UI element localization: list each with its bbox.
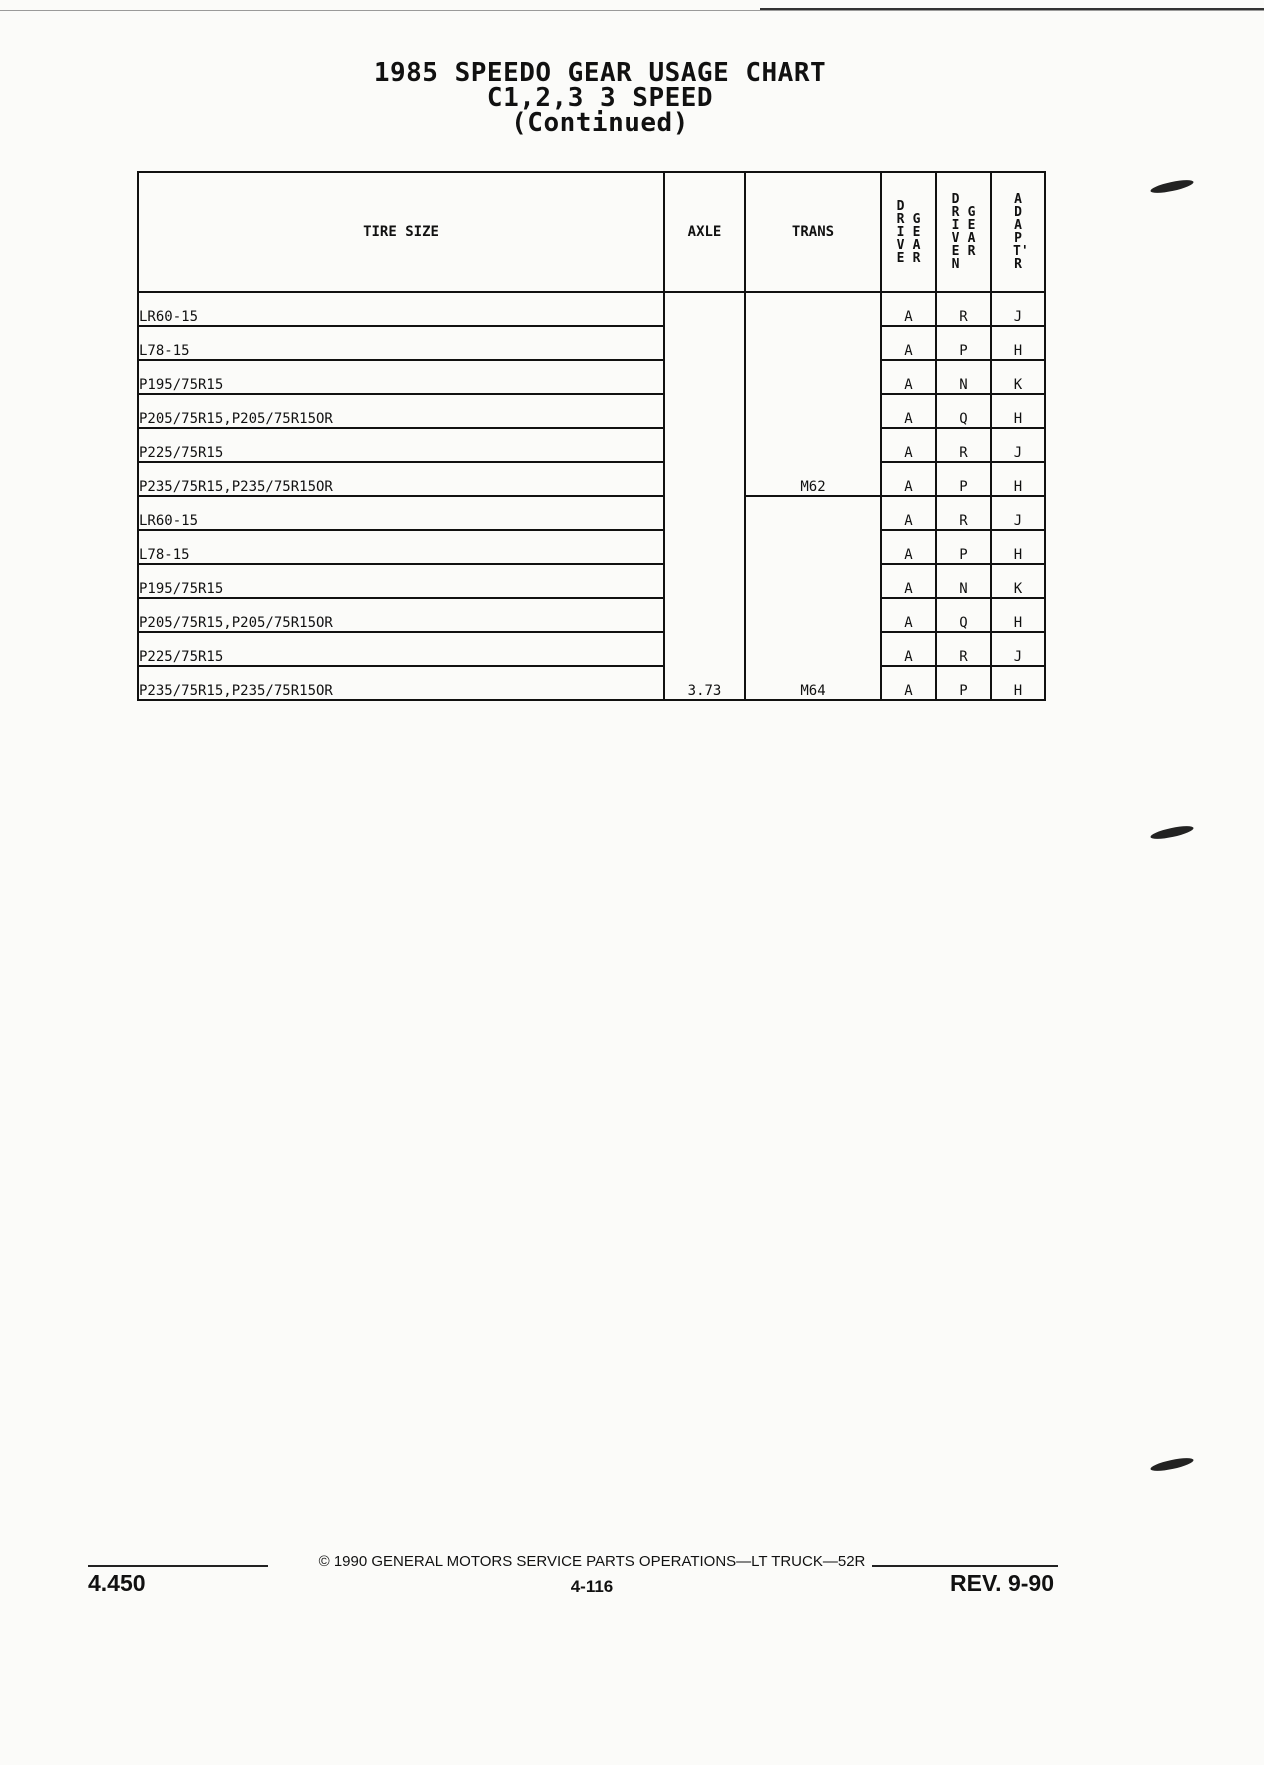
adapter-cell: K — [991, 564, 1045, 598]
header-letter: E — [912, 224, 921, 240]
driver-gear-cell: A — [881, 326, 936, 360]
header-letter: T' — [1013, 244, 1029, 259]
adapter-cell: J — [991, 428, 1045, 462]
driven-gear-cell: N — [936, 360, 991, 394]
adapter-cell: H — [991, 326, 1045, 360]
table-row — [138, 530, 1045, 564]
table-row — [138, 360, 1045, 394]
axle-cell: 3.73 — [664, 292, 745, 700]
header-adapter — [991, 172, 1045, 292]
driver-gear-cell: A — [881, 428, 936, 462]
tire-size-cell: LR60-15 — [138, 496, 664, 530]
top-rule — [0, 10, 1264, 11]
header-driver-gear — [881, 172, 936, 292]
page-number: 4-116 — [570, 1577, 614, 1596]
adapter-cell: H — [991, 598, 1045, 632]
header-gear-word — [967, 193, 977, 271]
header-letter: A — [967, 231, 976, 246]
tire-size-cell: L78-15 — [138, 530, 664, 564]
trans-cell: M64 — [745, 496, 881, 700]
tire-size-cell: P195/75R15 — [138, 360, 664, 394]
driver-gear-cell: A — [881, 564, 936, 598]
header-letter: R — [967, 244, 976, 259]
chart-title: 1985 SPEEDO GEAR USAGE CHART — [373, 58, 827, 88]
driver-gear-cell: A — [881, 598, 936, 632]
binder-hole-mark — [1150, 1456, 1195, 1474]
tire-size-cell: P225/75R15 — [138, 632, 664, 666]
table-row — [138, 598, 1045, 632]
driven-gear-cell: Q — [936, 394, 991, 428]
trans-cell: M62 — [745, 292, 881, 496]
tire-size-cell: P235/75R15,P235/75R15OR — [138, 462, 664, 496]
adapter-cell: H — [991, 666, 1045, 700]
header-trans: TRANS — [745, 172, 881, 292]
driver-gear-cell: A — [881, 394, 936, 428]
driver-gear-cell: A — [881, 292, 936, 326]
header-axle: AXLE — [664, 172, 745, 292]
header-letter: D — [1014, 205, 1022, 220]
adapter-cell: J — [991, 496, 1045, 530]
driven-gear-cell: P — [936, 530, 991, 564]
header-letter: A — [1014, 192, 1022, 207]
table-row — [138, 462, 1045, 496]
header-letter: A — [1014, 218, 1022, 233]
driven-gear-cell: R — [936, 632, 991, 666]
table-row — [138, 326, 1045, 360]
tire-size-cell: LR60-15 — [138, 292, 664, 326]
header-letter: E — [967, 218, 976, 233]
table-row — [138, 564, 1045, 598]
driven-gear-cell: R — [936, 496, 991, 530]
chart-subtitle: C1,2,3 3 SPEED — [486, 83, 714, 113]
driven-gear-cell: P — [936, 462, 991, 496]
tire-size-cell: P205/75R15,P205/75R15OR — [138, 598, 664, 632]
copyright-line: © 1990 GENERAL MOTORS SERVICE PARTS OPERATIONS—LT TRUCK—52R — [318, 1553, 866, 1570]
binder-hole-mark — [1150, 824, 1195, 842]
header-tire-size: TIRE SIZE — [138, 172, 664, 292]
header-letter: D — [951, 192, 960, 207]
adapter-cell: J — [991, 632, 1045, 666]
adapter-cell: H — [991, 530, 1045, 564]
header-letter: E — [951, 244, 960, 259]
header-letter: R — [1014, 257, 1022, 272]
header-letter: E — [896, 250, 905, 266]
header-letter: G — [967, 205, 976, 220]
header-driven-word — [951, 193, 961, 271]
adapter-cell: J — [991, 292, 1045, 326]
header-letter: I — [951, 218, 960, 233]
driven-gear-cell: N — [936, 564, 991, 598]
driver-gear-cell: A — [881, 530, 936, 564]
header-letter: P — [1014, 231, 1022, 246]
driven-gear-cell: R — [936, 428, 991, 462]
speedo-gear-table — [137, 171, 1046, 701]
adapter-cell: H — [991, 394, 1045, 428]
table-row — [138, 428, 1045, 462]
header-letter: R — [951, 205, 960, 220]
header-letter: R — [912, 250, 921, 266]
driven-gear-cell: P — [936, 326, 991, 360]
chart-continued: (Continued) — [511, 108, 689, 138]
table-row — [138, 666, 1045, 700]
tire-size-cell: P235/75R15,P235/75R15OR — [138, 666, 664, 700]
header-driven-gear — [936, 172, 991, 292]
driven-gear-cell: Q — [936, 598, 991, 632]
header-adapter-word — [1013, 192, 1029, 272]
adapter-cell: K — [991, 360, 1045, 394]
driver-gear-cell: A — [881, 360, 936, 394]
driver-gear-cell: A — [881, 666, 936, 700]
table-row — [138, 394, 1045, 428]
section-number: 4.450 — [88, 1570, 146, 1596]
driver-gear-cell: A — [881, 496, 936, 530]
tire-size-cell: P205/75R15,P205/75R15OR — [138, 394, 664, 428]
tire-size-cell: P195/75R15 — [138, 564, 664, 598]
adapter-cell: H — [991, 462, 1045, 496]
tire-size-cell: P225/75R15 — [138, 428, 664, 462]
header-gear-word — [912, 200, 922, 265]
header-letter: I — [896, 224, 905, 240]
header-letter: G — [912, 211, 921, 227]
table-row — [138, 292, 1045, 326]
table-row — [138, 632, 1045, 666]
tire-size-cell: L78-15 — [138, 326, 664, 360]
driver-gear-cell: A — [881, 462, 936, 496]
header-letter: V — [896, 237, 905, 253]
header-letter: D — [896, 198, 905, 214]
header-driver-word — [896, 200, 906, 265]
table-row — [138, 496, 1045, 530]
header-letter: N — [951, 257, 960, 272]
header-letter: V — [951, 231, 960, 246]
top-rule-dark — [760, 8, 1264, 10]
binder-hole-mark — [1150, 178, 1195, 196]
driven-gear-cell: R — [936, 292, 991, 326]
driven-gear-cell: P — [936, 666, 991, 700]
revision: REV. 9-90 — [950, 1570, 1054, 1596]
header-letter: R — [896, 211, 905, 227]
driver-gear-cell: A — [881, 632, 936, 666]
header-row — [138, 172, 1045, 292]
header-letter: A — [912, 237, 921, 253]
